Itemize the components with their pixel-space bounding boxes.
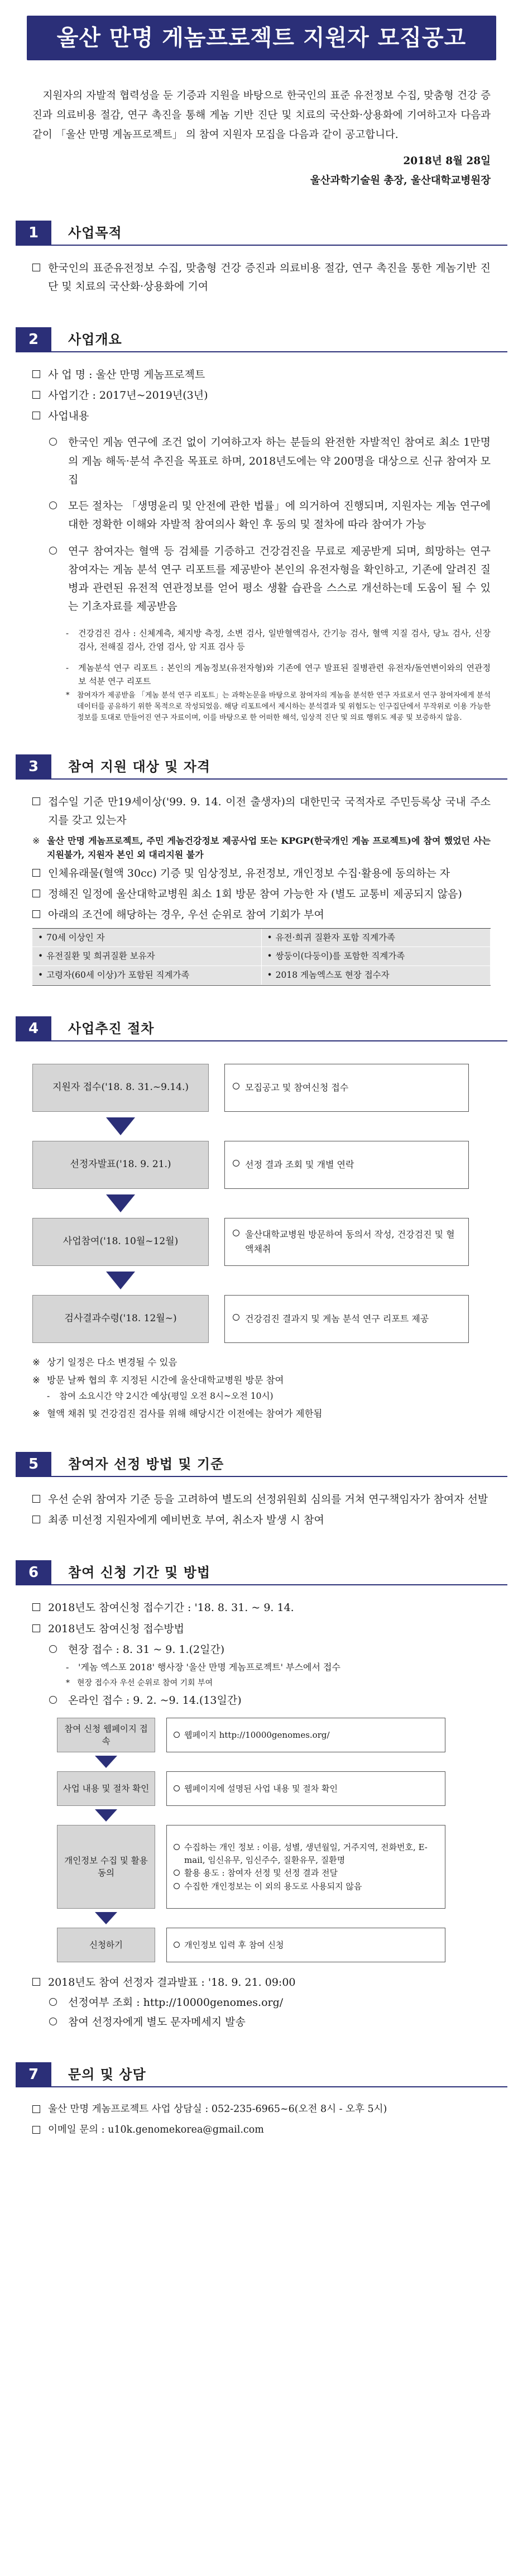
list-item: 인체유래물(혈액 30cc) 기증 및 임상정보, 유전정보, 개인정보 수집·활용에 동의하는 자 <box>32 864 491 883</box>
condition-cell: • 유전질환 및 희귀질환 보유자 <box>32 947 262 966</box>
flow-step-box: 사업참여('18. 10월~12월) <box>32 1218 209 1266</box>
arrow-down-icon <box>95 1912 117 1924</box>
circle-bullet-icon <box>174 1942 180 1948</box>
section-title: 사업개요 <box>68 331 122 347</box>
section-3-body <box>0 780 523 986</box>
section-1-body <box>0 246 523 297</box>
circle-bullet-icon <box>174 1870 180 1876</box>
section-title: 문의 및 상담 <box>68 2067 146 2083</box>
condition-cell: • 고령자(60세 이상)가 포함된 직계가족 <box>32 966 262 985</box>
list-item: 모든 절차는 「생명윤리 및 안전에 관한 법률」에 의거하여 진행되며, 지원자는 게놈 연구에 대한 정확한 이해와 자발적 참여의사 확인 후 동의 및 절차에 따라 참여가 가능 <box>32 497 491 534</box>
section-5-body <box>0 1477 523 1530</box>
condition-cell: • 70세 이상인 자 <box>32 929 262 948</box>
square-bullet-icon <box>32 1603 40 1611</box>
section-number: 4 <box>16 1016 51 1041</box>
condition-cell: • 쌍둥이(다둥이)를 포함한 직계가족 <box>262 947 491 966</box>
list-item: ※ 울산 만명 게놈프로젝트, 주민 게놈건강정보 제공사업 또는 KPGP(한국개인 게놈 프로젝트)에 참여 했었던 사는 지원불가, 지원자 본인 외 대리지원 불가 <box>32 835 491 861</box>
list-item: 선정여부 조회 : http://10000genomes.org/ <box>32 1994 491 2012</box>
section-6-header <box>16 1561 507 1585</box>
apply-step-box: 사업 내용 및 절차 확인 <box>57 1771 155 1806</box>
arrow-down-icon <box>95 1756 117 1768</box>
flow-step-desc: 선정 결과 조회 및 개별 연락 <box>224 1141 469 1189</box>
apply-step-row <box>57 1928 491 1962</box>
apply-step-row <box>57 1718 491 1752</box>
circle-bullet-icon <box>49 547 57 555</box>
list-item: - '게놈 엑스포 2018' 행사장 '울산 만명 게놈프로젝트' 부스에서 접수 <box>66 1662 340 1673</box>
square-bullet-icon <box>32 869 40 877</box>
square-bullet-icon <box>32 797 40 805</box>
circle-bullet-icon <box>49 2018 57 2025</box>
list-item: 최종 미선정 지원자에게 예비번호 부여, 취소자 발생 시 참여 <box>32 1511 491 1530</box>
square-bullet-icon <box>32 2126 40 2134</box>
square-bullet-icon <box>32 1978 40 1986</box>
page-title: 울산 만명 게놈프로젝트 지원자 모집공고 <box>27 16 496 60</box>
condition-cell: • 유전·희귀 질환자 포함 직계가족 <box>262 929 491 948</box>
section-5-header <box>16 1452 507 1477</box>
circle-bullet-icon <box>49 1645 57 1653</box>
list-item: 한국인의 표준유전정보 수집, 맞춤형 건강 증진과 의료비용 절감, 연구 촉진을 통한 게놈기반 진단 및 치료의 국산화·상용화에 기여 <box>32 259 491 297</box>
apply-step-desc: 웹페이지에 설명된 사업 내용 및 절차 확인 <box>166 1771 445 1806</box>
priority-conditions-table <box>32 928 491 986</box>
section-title: 사업추진 절차 <box>68 1020 155 1036</box>
list-item: 2018년도 참여신청 접수기간 : '18. 8. 31. ~ 9. 14. <box>32 1599 491 1617</box>
list-item: 온라인 접수 : 9. 2. ~9. 14.(13일간) <box>32 1691 491 1710</box>
intro <box>0 60 523 145</box>
arrow-down-icon <box>106 1194 135 1212</box>
footnote: * 참여자가 제공받을 「게놈 분석 연구 리포트」는 과학논문을 바탕으로 참여자의 게놈을 분석한 연구 자료로서 연구 참여자에게 분석 데이터를 공유하기 위한 목적으로 작성되었음. 해당 리포트에서 제시하는 분석결과 및 위험도는 인구집단에서 무작위로 이용 가능한 정보를 토대로 만들어진 연구 자료이며, 이를 바탕으로 한 어떠한 해석, 임상적 진단 및 의료 행위도 제공 및 보증하지 않음. <box>66 691 491 722</box>
flow-step-box: 검사결과수령('18. 12월~) <box>32 1295 209 1343</box>
flow-step-box: 지원자 접수('18. 8. 31.~9.14.) <box>32 1064 209 1112</box>
list-item: 현장 접수 : 8. 31 ~ 9. 1.(2일간) <box>32 1641 491 1659</box>
list-item: - 건강검진 검사 : 신체계측, 체지방 측정, 소변 검사, 일반혈액검사, 간기능 검사, 혈액 지질 검사, 당뇨 검사, 신장 검사, 전해질 검사, 간염 검사, 암 지표 검사 등 <box>66 628 491 652</box>
notice-date: 2018년 8월 28일 <box>403 155 491 168</box>
list-item: 참여 선정자에게 별도 문자메세지 발송 <box>32 2013 491 2032</box>
circle-bullet-icon <box>174 1844 180 1850</box>
note-item: ※ 혈액 채취 및 건강검진 검사를 위해 해당시간 이전에는 참여가 제한됨 <box>32 1408 323 1419</box>
issuer: 울산과학기술원 총장, 울산대학교병원장 <box>310 174 491 187</box>
apply-step-box: 개인정보 수집 및 활용 동의 <box>57 1825 155 1909</box>
list-item: 정해진 일정에 울산대학교병원 최소 1회 방문 참여 가능한 자 (별도 교통비 제공되지 않음) <box>32 885 491 904</box>
section-title: 참여자 선정 방법 및 기준 <box>68 1456 224 1472</box>
flow-step-box: 선정자발표('18. 9. 21.) <box>32 1141 209 1189</box>
section-2-body <box>0 352 523 724</box>
square-bullet-icon <box>32 1624 40 1632</box>
section-number: 5 <box>16 1452 51 1476</box>
procedure-flow <box>32 1053 491 1343</box>
square-bullet-icon <box>32 890 40 897</box>
section-4-header <box>16 1017 507 1041</box>
contact-phone: 울산 만명 게놈프로젝트 사업 상담실 : 052-235-6965~6(오전 8시 - 오후 5시) <box>32 2101 491 2119</box>
footnote: * 현장 접수자 우선 순위로 참여 기회 부여 <box>66 1678 213 1688</box>
list-item: 연구 참여자는 혈액 등 검체를 기증하고 건강검진을 무료로 제공받게 되며, 희망하는 연구 참여자는 게놈 분석 연구 리포트를 제공받아 본인의 유전자형을 확인하고, 기존에 알려진 질병과 관련된 유전적 연관정보를 얻어 평소 생활 습관을 스스로 개선하는데 도움이 될 수 있는 기초자료를 제공받음 <box>32 542 491 616</box>
section-number: 7 <box>16 2062 51 2087</box>
circle-bullet-icon <box>49 501 57 509</box>
section-6-body <box>0 1585 523 2032</box>
square-bullet-icon <box>32 1495 40 1503</box>
note-item: - 참여 소요시간 약 2시간 예상(평일 오전 8시~오전 10시) <box>47 1390 274 1401</box>
circle-bullet-icon <box>233 1160 239 1167</box>
circle-bullet-icon <box>49 438 57 446</box>
flow-step-row <box>32 1218 491 1266</box>
intro-text: 지원자의 자발적 협력성을 둔 기증과 지원을 바탕으로 한국인의 표준 유전정보 수집, 맞춤형 건강 증진과 의료비용 절감, 연구 촉진을 통해 게놈 기반 진단 및 치료의 국산화·상용화에 기여하고자 다음과 같이 「울산 만명 게놈프로젝트」 의 참여 지원자 모집을 다음과 같이 공고합니다. <box>32 90 491 141</box>
square-bullet-icon <box>32 1516 40 1523</box>
flow-step-row <box>32 1141 491 1189</box>
circle-bullet-icon <box>49 1696 57 1704</box>
arrow-down-icon <box>106 1272 135 1289</box>
square-bullet-icon <box>32 370 40 378</box>
section-4-body <box>0 1041 523 1421</box>
list-item: 사업기간 : 2017년~2019년(3년) <box>32 386 491 405</box>
arrow-down-icon <box>106 1117 135 1135</box>
list-item: 2018년도 참여 선정자 결과발표 : '18. 9. 21. 09:00 <box>32 1973 491 1992</box>
circle-bullet-icon <box>174 1883 180 1889</box>
circle-bullet-icon <box>233 1314 239 1321</box>
square-bullet-icon <box>32 2105 40 2113</box>
list-item: 아래의 조건에 해당하는 경우, 우선 순위로 참여 기회가 부여 <box>32 906 491 924</box>
section-number: 6 <box>16 1560 51 1585</box>
square-bullet-icon <box>32 910 40 918</box>
circle-bullet-icon <box>233 1083 239 1089</box>
apply-step-desc: 개인정보 입력 후 참여 신청 <box>166 1928 445 1962</box>
list-item: 한국인 게놈 연구에 조건 없이 기여하고자 하는 분들의 완전한 자발적인 참여로 최소 1만명의 게놈 해독·분석 추진을 목표로 하며, 2018년도에는 약 200명을 대상으로 신규 참여자 모집 <box>32 433 491 489</box>
section-3-header <box>16 755 507 780</box>
circle-bullet-icon <box>174 1785 180 1791</box>
square-bullet-icon <box>32 264 40 271</box>
section-title: 사업목적 <box>68 225 122 241</box>
note-item: ※ 상기 일정은 다소 변경될 수 있음 <box>32 1356 177 1368</box>
section-title: 참여 지원 대상 및 자격 <box>68 759 211 775</box>
apply-step-box: 참여 신청 웹페이지 접속 <box>57 1718 155 1752</box>
section-2-header <box>16 328 507 352</box>
section-title: 참여 신청 기간 및 방법 <box>68 1565 211 1581</box>
arrow-down-icon <box>95 1809 117 1822</box>
section-number: 1 <box>16 221 51 245</box>
flow-step-desc: 건강검진 결과지 및 게놈 분석 연구 리포트 제공 <box>224 1295 469 1343</box>
apply-step-box: 신청하기 <box>57 1928 155 1962</box>
list-item: 사 업 명 : 울산 만명 게놈프로젝트 <box>32 366 491 384</box>
list-item: 우선 순위 참여자 기준 등을 고려하여 별도의 선정위원회 심의를 거쳐 연구책임자가 참여자 선발 <box>32 1490 491 1509</box>
contact-email[interactable]: 이메일 문의 : u10k.genomekorea@gmail.com <box>32 2121 491 2140</box>
apply-step-row <box>57 1825 491 1909</box>
section-number: 3 <box>16 754 51 779</box>
apply-step-row <box>57 1771 491 1806</box>
apply-step-desc: 웹페이지 http://10000genomes.org/ <box>166 1718 445 1752</box>
list-item: 접수일 기준 만19세이상('99. 9. 14. 이전 출생자)의 대한민국 국적자로 주민등록상 국내 주소지를 갖고 있는자 <box>32 793 491 830</box>
apply-step-desc: 수집하는 개인 정보 : 이름, 성별, 생년월일, 거주지역, 전화번호, E-mail, 임신유무, 임신주수, 질환유무, 질환명 활용 용도 : 참여자 선정 및 선정 결과 전달 수집한 개인정보는 이 외의 용도로 사용되지 않음 <box>166 1825 445 1909</box>
section-7-header <box>16 2063 507 2087</box>
procedure-notes <box>32 1355 491 1421</box>
note-item: ※ 방문 날짜 협의 후 지정된 시간에 울산대학교병원 방문 참여 <box>32 1375 284 1386</box>
list-item: 2018년도 참여신청 접수방법 <box>32 1620 491 1638</box>
circle-bullet-icon <box>49 1998 57 2006</box>
title-area <box>0 0 523 60</box>
flow-step-row <box>32 1295 491 1343</box>
flow-step-row <box>32 1064 491 1112</box>
section-number: 2 <box>16 327 51 352</box>
section-1-header <box>16 221 507 246</box>
circle-bullet-icon <box>174 1732 180 1738</box>
apply-flow <box>32 1710 491 1962</box>
section-7-body <box>0 2087 523 2139</box>
square-bullet-icon <box>32 391 40 399</box>
list-item: 사업내용 <box>32 407 491 426</box>
condition-cell: • 2018 게놈엑스포 현장 접수자 <box>262 966 491 985</box>
list-item: - 게놈분석 연구 리포트 : 본인의 게놈정보(유전자형)와 기존에 연구 발표된 질병관련 유전자/돌연변이와의 연관정보 석분 연구 리포트 <box>66 662 491 686</box>
flow-step-desc: 모집공고 및 참여신청 접수 <box>224 1064 469 1112</box>
flow-step-desc: 울산대학교병원 방문하여 동의서 작성, 건강검진 및 혈액채취 <box>224 1218 469 1266</box>
square-bullet-icon <box>32 412 40 419</box>
circle-bullet-icon <box>233 1230 239 1236</box>
